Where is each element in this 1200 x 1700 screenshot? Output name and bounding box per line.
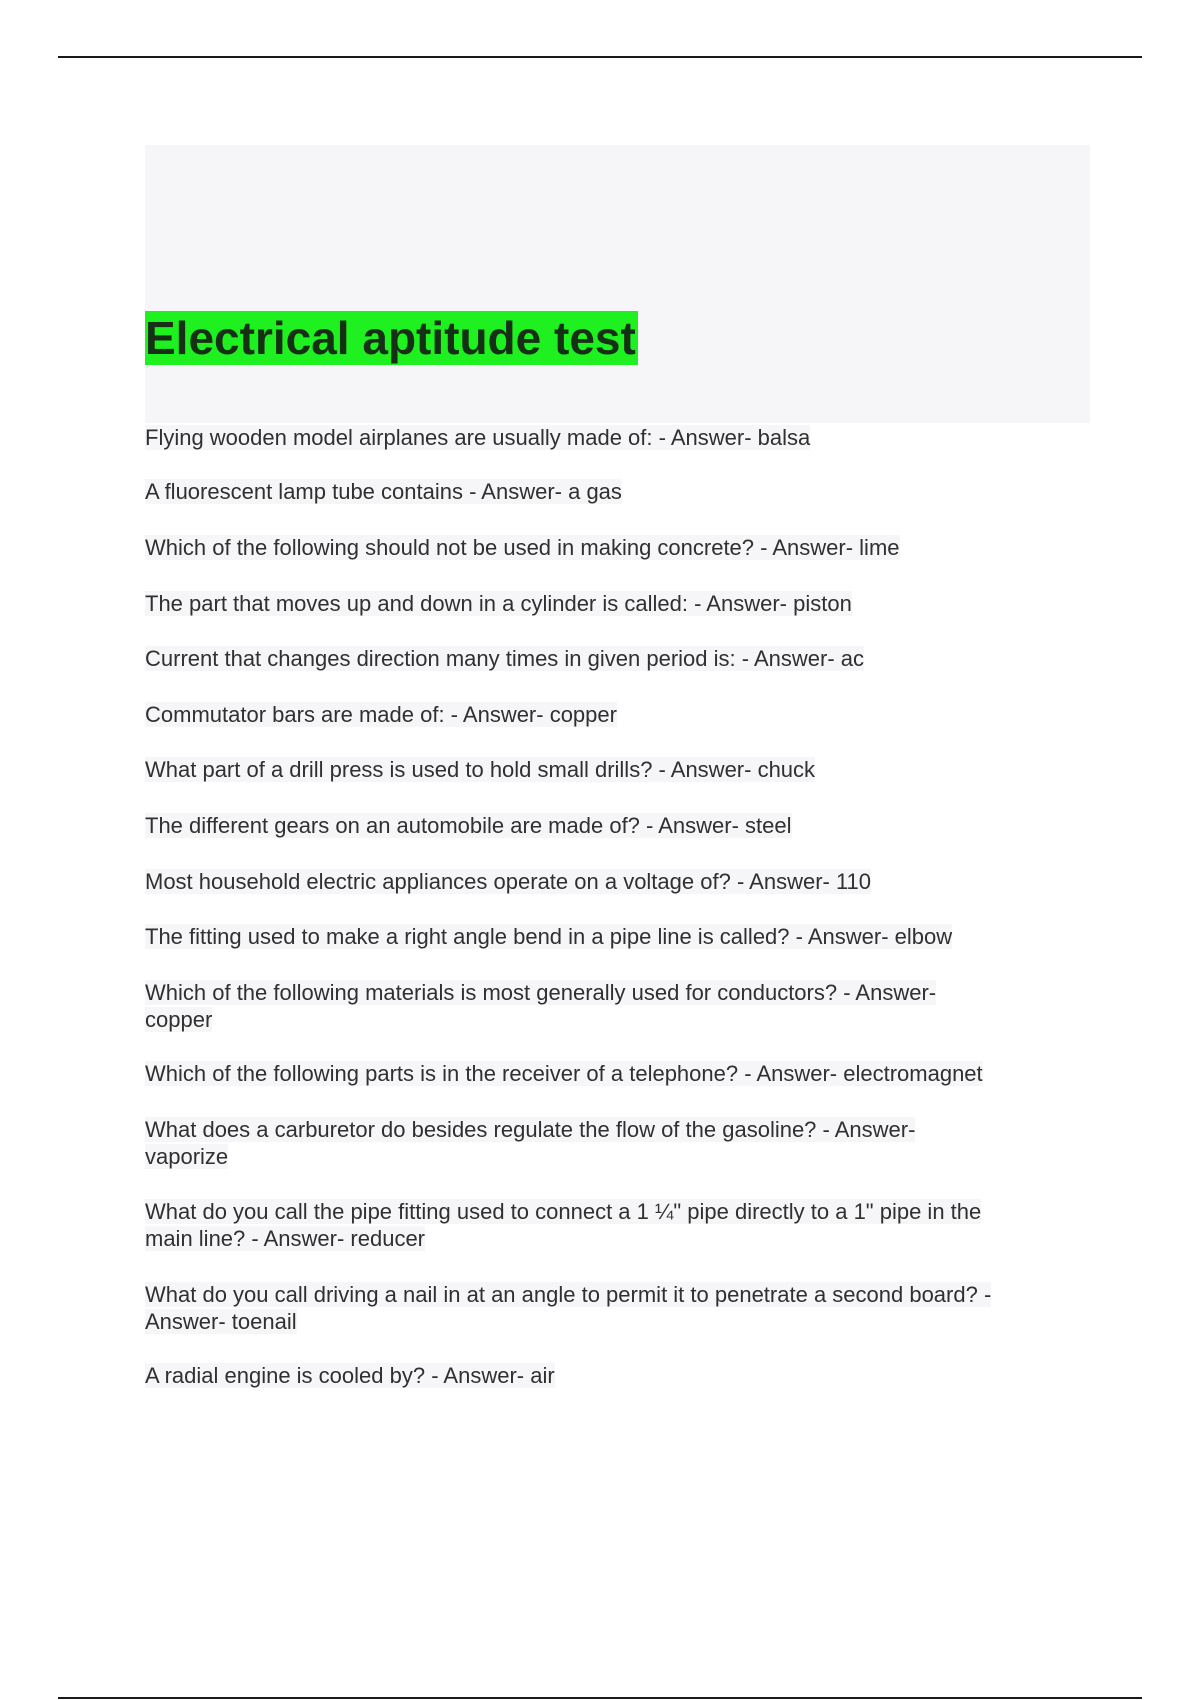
qa-item: The part that moves up and down in a cylinder is called: - Answer- piston bbox=[145, 591, 852, 616]
qa-item: Which of the following parts is in the receiver of a telephone? - Answer- electromagnet bbox=[145, 1061, 983, 1086]
qa-item: What do you call driving a nail in at an angle to permit it to penetrate a second board? - Answer- toenail bbox=[145, 1282, 992, 1334]
qa-item: What does a carburetor do besides regulate the flow of the gasoline? - Answer- vaporize bbox=[145, 1117, 916, 1169]
qa-item: Most household electric appliances operate on a voltage of? - Answer- 110 bbox=[145, 869, 872, 894]
header-rule bbox=[58, 56, 1142, 58]
footer-rule bbox=[58, 1697, 1142, 1699]
qa-item: What part of a drill press is used to hold small drills? - Answer- chuck bbox=[145, 757, 816, 782]
document-title: Electrical aptitude test bbox=[145, 312, 636, 364]
qa-item: Which of the following materials is most generally used for conductors? - Answer- copper bbox=[145, 980, 937, 1032]
qa-item: A fluorescent lamp tube contains - Answer- a gas bbox=[145, 479, 622, 504]
qa-item: Which of the following should not be used in making concrete? - Answer- lime bbox=[145, 535, 900, 560]
qa-item: What do you call the pipe fitting used to connect a 1 ¼" pipe directly to a 1" pipe in the main line? - Answer- reducer bbox=[145, 1199, 982, 1251]
qa-list bbox=[145, 424, 1090, 1389]
qa-item: Current that changes direction many times in given period is: - Answer- ac bbox=[145, 646, 864, 671]
qa-item: The fitting used to make a right angle bend in a pipe line is called? - Answer- elbow bbox=[145, 924, 953, 949]
document-body bbox=[145, 145, 1090, 1389]
qa-item: Flying wooden model airplanes are usually made of: - Answer- balsa bbox=[145, 425, 811, 450]
qa-item: The different gears on an automobile are made of? - Answer- steel bbox=[145, 813, 792, 838]
qa-item: Commutator bars are made of: - Answer- copper bbox=[145, 702, 617, 727]
qa-item: A radial engine is cooled by? - Answer- air bbox=[145, 1363, 555, 1388]
title-block bbox=[145, 145, 1090, 423]
